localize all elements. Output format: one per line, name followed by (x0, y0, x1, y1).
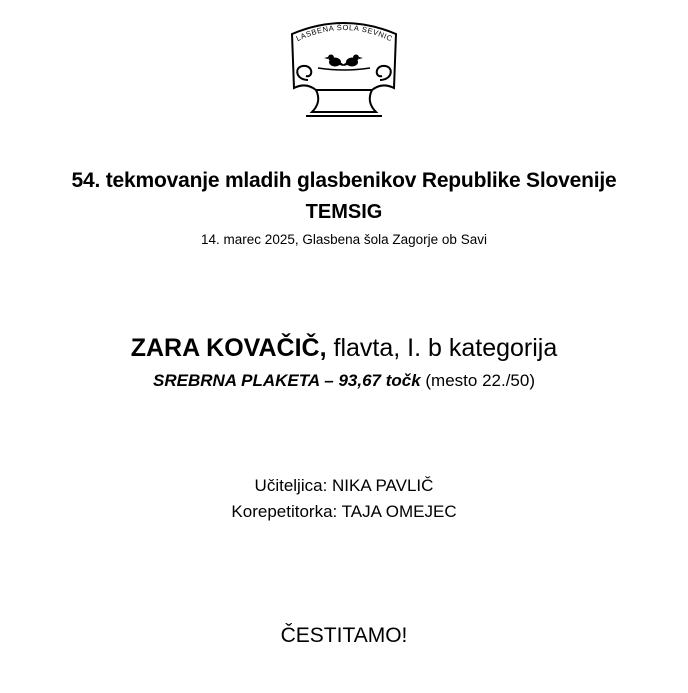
teacher-line (0, 476, 688, 496)
award-placement: (mesto 22./50) (420, 371, 535, 390)
accompanist-name: TAJA OMEJEC (337, 502, 457, 521)
logo-text: LASBENA ŠOLA SEVNIC (294, 22, 395, 44)
student-name: ZARA KOVAČIČ, (130, 334, 327, 362)
congratulations: ČESTITAMO! (280, 624, 408, 647)
event-date-location: 14. marec 2025, Glasbena šola Zagorje ob Savi (201, 232, 487, 247)
student-line (0, 334, 688, 363)
school-logo (282, 20, 406, 120)
accompanist-label: Korepetitorka: (231, 502, 338, 521)
award-line (0, 371, 688, 391)
logo-scroll-left (297, 66, 311, 80)
accompanist-line (0, 502, 688, 522)
bird-icon (324, 55, 346, 67)
teacher-label: Učiteljica: (254, 476, 328, 495)
competition-title: 54. tekmovanje mladih glasbenikov Republike Slovenije (71, 169, 617, 192)
competition-acronym: TEMSIG (305, 201, 383, 223)
logo-branch (318, 68, 370, 70)
school-logo-emblem (282, 20, 406, 120)
bird-icon (341, 55, 363, 67)
logo-pedestal (312, 90, 376, 112)
award-result: SREBRNA PLAKETA – 93,67 točk (153, 371, 421, 390)
teacher-name: NIKA PAVLIČ (327, 476, 434, 495)
logo-scroll-right (377, 66, 391, 80)
student-category: flavta, I. b kategorija (326, 334, 558, 362)
